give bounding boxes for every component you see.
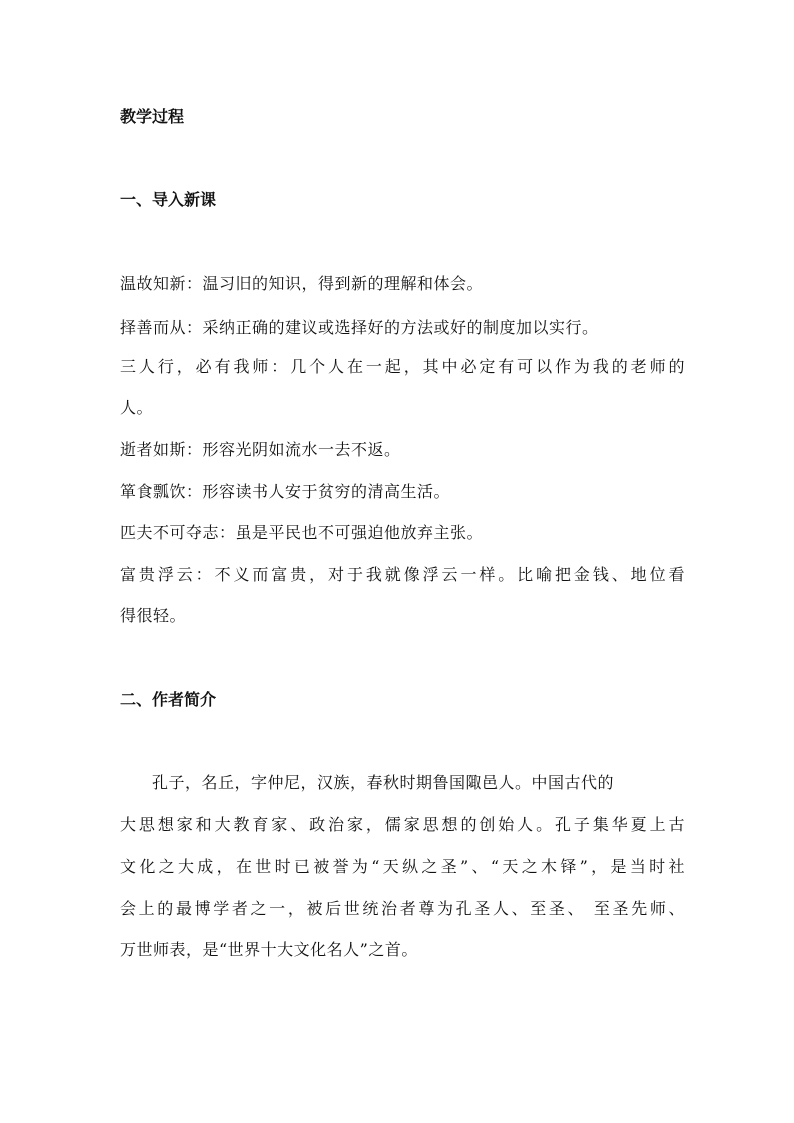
page-title: 教学过程	[120, 107, 185, 126]
section-heading-intro: 一、导入新课	[120, 190, 217, 209]
author-line: 万世师表，是“世界十大文化名人”之首。	[120, 940, 418, 959]
intro-line: 匹夫不可夺志：虽是平民也不可强迫他放弃主张。	[120, 523, 484, 542]
intro-line: 择善而从：采纳正确的建议或选择好的方法或好的制度加以实行。	[120, 318, 599, 337]
intro-line: 人。	[120, 398, 154, 417]
intro-line: 三人行，必有我师：几个人在一起，其中必定有可以作为我的老师的	[120, 357, 685, 376]
intro-line: 富贵浮云：不义而富贵，对于我就像浮云一样。比喻把金钱、地位看	[120, 565, 685, 584]
author-line: 会上的最博学者之一，被后世统治者尊为孔圣人、至圣、 至圣先师、	[120, 899, 685, 918]
author-line: 大思想家和大教育家、政治家，儒家思想的创始人。孔子集华夏上古	[120, 815, 685, 834]
intro-line: 逝者如斯：形容光阴如流水一去不返。	[120, 440, 401, 459]
section-heading-author: 二、作者简介	[120, 690, 217, 709]
intro-line: 箪食瓢饮：形容读书人安于贫穷的清高生活。	[120, 482, 451, 501]
intro-line: 温故知新：温习旧的知识，得到新的理解和体会。	[120, 274, 484, 293]
author-line: 孔子，名丘，字仲尼，汉族，春秋时期鲁国陬邑人。中国古代的	[152, 773, 615, 792]
author-line: 文化之大成，在世时已被誉为“天纵之圣”、“天之木铎”，是当时社	[120, 857, 685, 876]
intro-line: 得很轻。	[120, 606, 187, 625]
